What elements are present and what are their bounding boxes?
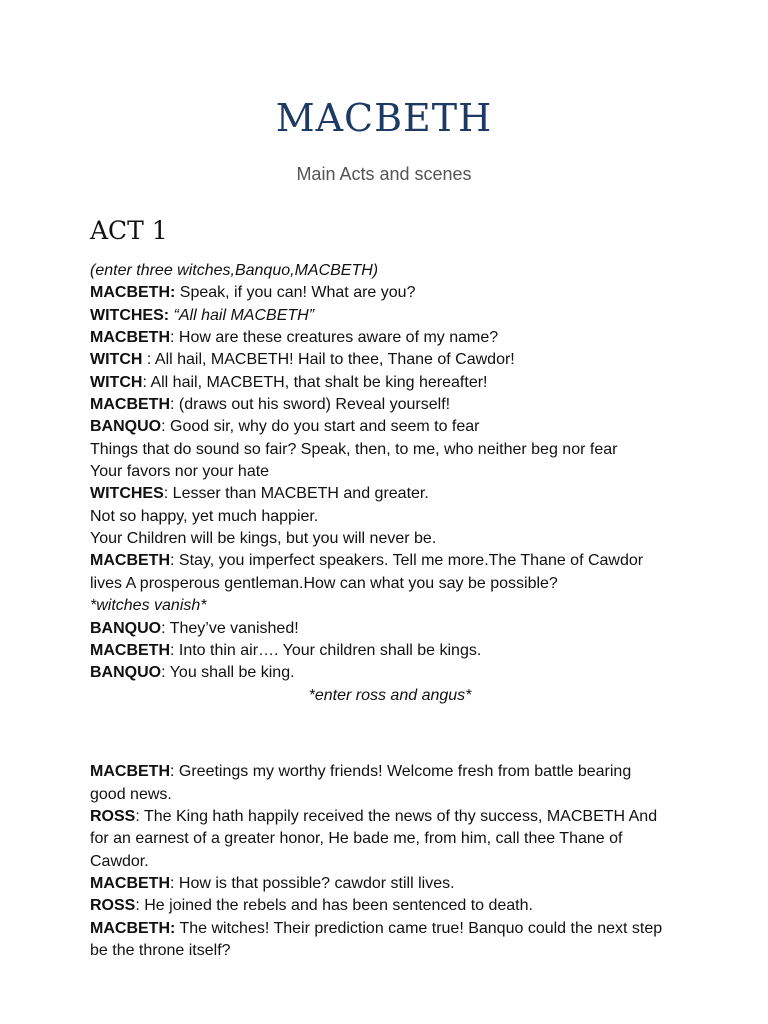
dialogue-text: : Greetings my worthy friends! Welcome fresh from battle bearing: [170, 763, 632, 781]
speaker-name: WITCHES: [90, 485, 164, 503]
dialogue-line: [90, 918, 690, 940]
continuation-line: Your Children will be kings, but you will never be.: [90, 530, 437, 548]
dialogue-text: : How are these creatures aware of my name?: [170, 329, 499, 347]
dialogue-line: [90, 305, 690, 327]
dialogue-line: [90, 640, 690, 662]
dialogue-text: : The King hath happily received the news of thy success, MACBETH And: [135, 807, 658, 825]
speaker-name: WITCH: [90, 373, 143, 391]
dialogue-line: [90, 895, 690, 917]
dialogue-text: : All hail, MACBETH! Hail to thee, Thane of Cawdor!: [142, 351, 515, 369]
dialogue-line: [90, 873, 690, 895]
dialogue-text: : He joined the rebels and has been sentenced to death.: [135, 897, 533, 915]
dialogue-line: [90, 483, 690, 505]
dialogue-line: [90, 550, 690, 572]
dialogue-text: : (draws out his sword) Reveal yourself!: [170, 396, 451, 414]
dialogue-line: [90, 372, 690, 394]
script-body: [90, 260, 690, 962]
continuation-line: good news.: [90, 785, 172, 803]
dialogue-line: [90, 618, 690, 640]
dialogue-line: [90, 327, 690, 349]
blank-line: [90, 723, 690, 745]
dialogue-line: [90, 662, 690, 684]
dialogue-line: [90, 282, 690, 304]
speaker-name: BANQUO: [90, 418, 162, 436]
speaker-name: MACBETH: [90, 874, 170, 892]
document-subtitle: Main Acts and scenes: [296, 164, 472, 184]
continuation-line: Things that do sound so fair? Speak, then, to me, who neither beg nor fear: [90, 440, 618, 458]
continuation-line: Not so happy, yet much happier.: [90, 507, 319, 525]
speaker-name: WITCH: [90, 351, 143, 369]
dialogue-line: [90, 806, 690, 828]
speaker-name: WITCHES:: [90, 306, 170, 324]
act-heading: ACT 1: [90, 216, 168, 245]
continuation-line: Your favors nor your hate: [90, 463, 270, 481]
speaker-name: MACBETH: [90, 552, 170, 570]
dialogue-line: [90, 394, 690, 416]
continuation-line: Cawdor.: [90, 852, 149, 870]
dialogue-text: : Lesser than MACBETH and greater.: [163, 485, 429, 503]
document-title: MACBETH: [275, 96, 493, 140]
dialogue-text: : Good sir, why do you start and seem to fear: [161, 418, 480, 436]
speaker-name: ROSS: [90, 807, 136, 825]
stage-direction: (enter three witches,Banquo,MACBETH): [90, 262, 379, 279]
dialogue-text: The witches! Their prediction came true! Banquo could the next step: [175, 919, 663, 937]
dialogue-text: Speak, if you can! What are you?: [175, 284, 416, 302]
speaker-name: BANQUO: [90, 664, 162, 682]
speaker-name: MACBETH: [90, 641, 170, 659]
speaker-name: MACBETH: [90, 763, 170, 781]
dialogue-text: : How is that possible? cawdor still lives.: [170, 874, 455, 892]
speaker-name: MACBETH:: [90, 919, 176, 937]
continuation-line: lives A prosperous gentleman.How can what you say be possible?: [90, 574, 558, 592]
dialogue-text: “All hail MACBETH”: [169, 306, 315, 324]
dialogue-text: : Stay, you imperfect speakers. Tell me more.The Thane of Cawdor: [170, 552, 644, 570]
speaker-name: MACBETH:: [90, 284, 176, 302]
dialogue-text: : They’ve vanished!: [161, 619, 299, 637]
stage-direction: *witches vanish*: [90, 597, 207, 615]
stage-direction: *enter ross and angus*: [308, 686, 472, 704]
speaker-name: MACBETH: [90, 329, 170, 347]
speaker-name: MACBETH: [90, 396, 170, 414]
dialogue-text: : You shall be king.: [161, 664, 295, 682]
dialogue-text: : Into thin air…. Your children shall be kings.: [170, 641, 482, 659]
dialogue-line: [90, 416, 690, 438]
continuation-line: be the throne itself?: [90, 941, 231, 959]
dialogue-line: [90, 349, 690, 371]
speaker-name: BANQUO: [90, 619, 162, 637]
dialogue-text: : All hail, MACBETH, that shalt be king hereafter!: [142, 373, 488, 391]
speaker-name: ROSS: [90, 897, 136, 915]
continuation-line: for an earnest of a greater honor, He bade me, from him, call thee Thane of: [90, 830, 623, 848]
dialogue-line: [90, 761, 690, 783]
